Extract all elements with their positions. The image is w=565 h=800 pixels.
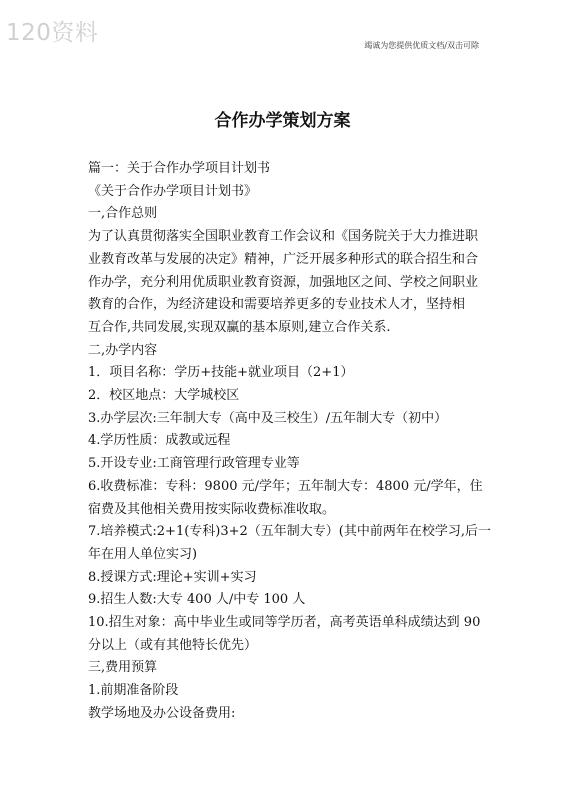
text-line: 教学场地及办公设备费用:	[88, 705, 236, 721]
text-line: 作办学，充分利用优质职业教育资源，加强地区之间、学校之间职业	[88, 274, 479, 290]
text-line: 教育的合作，为经济建设和需要培养更多的专业技术人才，坚持相	[88, 297, 466, 313]
list-item: 5.开设专业:工商管理行政管理专业等	[88, 456, 300, 472]
list-item: 2．校区地点：大学城校区	[88, 388, 240, 404]
section-heading: 一,合作总则	[88, 206, 158, 222]
list-item: 6.收费标准：专科：9800 元/学年；五年制大专：4800 元/学年，住	[88, 478, 483, 494]
list-item: 8.授课方式:理论+实训+实习	[88, 569, 257, 585]
text-line: 互合作,共同发展,实现双赢的基本原则,建立合作关系.	[88, 319, 391, 335]
list-item: 1．项目名称：学历+技能+就业项目（2+1）	[88, 365, 354, 381]
list-item: 4.学历性质：成教或远程	[88, 433, 231, 449]
list-item: 9.招生人数:大专 400 人/中专 100 人	[88, 592, 306, 608]
section-heading: 二,办学内容	[88, 342, 158, 358]
list-item: 3.办学层次:三年制大专（高中及三校生）/五年制大专（初中）	[88, 410, 448, 426]
watermark-logo: 120资料	[6, 20, 99, 46]
text-line: 为了认真贯彻落实全国职业教育工作会议和《国务院关于大力推进职	[88, 229, 479, 245]
list-item: 10.招生对象：高中毕业生或同等学历者，高考英语单科成绩达到 90	[88, 615, 481, 631]
header-note: 竭诚为您提供优质文档/双击可除	[364, 41, 479, 50]
list-item: 1.前期准备阶段	[88, 683, 179, 699]
text-line: 年在用人单位实习)	[88, 546, 198, 562]
text-line: 分以上（或有其他特长优先）	[88, 637, 258, 653]
text-line: 业教育改革与发展的决定》精神，广泛开展多种形式的联合招生和合	[88, 251, 479, 267]
document-title: 合作办学策划方案	[214, 111, 351, 131]
section-heading: 三,费用预算	[88, 660, 158, 676]
list-item: 7.培养模式:2+1(专科)3+2（五年制大专）(其中前两年在校学习,后一	[88, 524, 492, 540]
text-line: 篇一：关于合作办学项目计划书	[88, 161, 271, 176]
text-line: 《关于合作办学项目计划书》	[88, 183, 258, 199]
document-body	[88, 158, 492, 726]
text-line: 宿费及其他相关费用按实际收费标准收取。	[88, 501, 336, 517]
